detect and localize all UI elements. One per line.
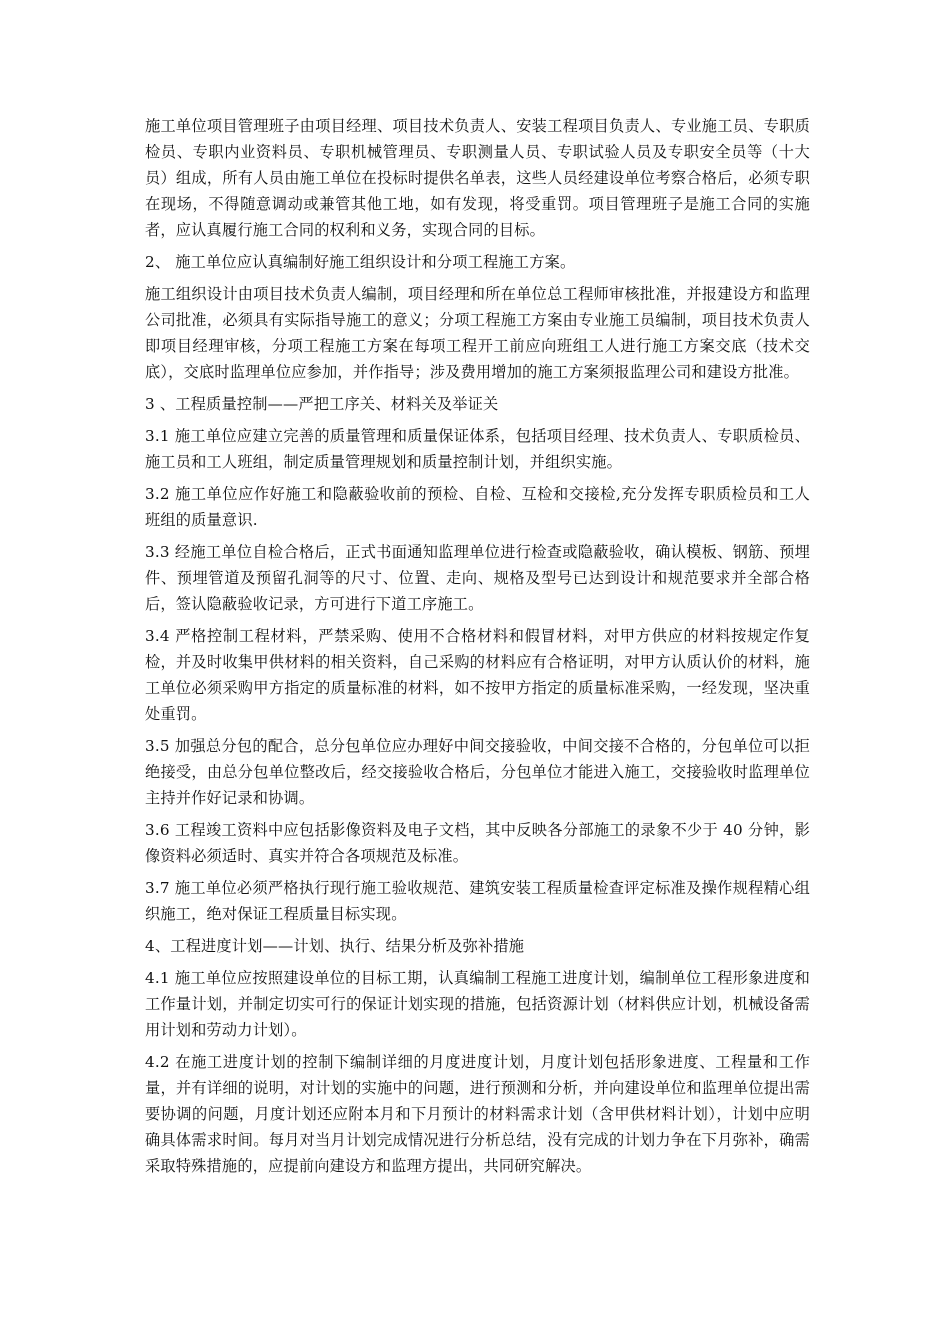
paragraph-3-6: 3.6 工程竣工资料中应包括影像资料及电子文档，其中反映各分部施工的录象不少于 40 分钟，影像资料必须适时、真实并符合各项规范及标准。 — [145, 821, 810, 865]
paragraph-3-2: 3.2 施工单位应作好施工和隐蔽验收前的预检、自检、互检和交接检,充分发挥专职质检员和工人班组的质量意识. — [145, 485, 810, 529]
document-page — [145, 113, 810, 1185]
section-heading-2: 2、 施工单位应认真编制好施工组织设计和分项工程施工方案。 — [145, 253, 576, 271]
paragraph-project-team: 施工单位项目管理班子由项目经理、项目技术负责人、安装工程项目负责人、专业施工员、专职质检员、专职内业资料员、专职机械管理员、专职测量人员、专职试验人员及专职安全员等（十大员）组成，所有人员由施工单位在投标时提供名单表，这些人员经建设单位考察合格后，必须专职在现场，不得随意调动或兼管其他工地，如有发现，将受重罚。项目管理班子是施工合同的实施者，应认真履行施工合同的权利和义务，实现合同的目标。 — [145, 117, 810, 239]
section-heading-4: 4、工程进度计划——计划、执行、结果分析及弥补措施 — [145, 937, 525, 955]
paragraph-3-7: 3.7 施工单位必须严格执行现行施工验收规范、建筑安装工程质量检查评定标准及操作规程精心组织施工，绝对保证工程质量目标实现。 — [145, 879, 810, 923]
paragraph-3-3: 3.3 经施工单位自检合格后，正式书面通知监理单位进行检查或隐蔽验收，确认模板、钢筋、预埋件、预埋管道及预留孔洞等的尺寸、位置、走向、规格及型号已达到设计和规范要求并全部合格后，签认隐蔽验收记录，方可进行下道工序施工。 — [145, 543, 810, 613]
paragraph-4-1: 4.1 施工单位应按照建设单位的目标工期，认真编制工程施工进度计划，编制单位工程形象进度和工作量计划，并制定切实可行的保证计划实现的措施，包括资源计划（材料供应计划，机械设备需用计划和劳动力计划）。 — [145, 969, 810, 1039]
paragraph-3-5: 3.5 加强总分包的配合，总分包单位应办理好中间交接验收，中间交接不合格的，分包单位可以拒绝接受，由总分包单位整改后，经交接验收合格后，分包单位才能进入施工，交接验收时监理单位主持并作好记录和协调。 — [145, 737, 810, 807]
paragraph-3-1: 3.1 施工单位应建立完善的质量管理和质量保证体系，包括项目经理、技术负责人、专职质检员、施工员和工人班组，制定质量管理规划和质量控制计划，并组织实施。 — [145, 427, 810, 471]
section-heading-3: 3 、工程质量控制——严把工序关、材料关及举证关 — [145, 395, 499, 413]
paragraph-construction-plan: 施工组织设计由项目技术负责人编制，项目经理和所在单位总工程师审核批准，并报建设方和监理公司批准，必须具有实际指导施工的意义；分项工程施工方案由专业施工员编制，项目技术负责人即项目经理审核，分项工程施工方案在每项工程开工前应向班组工人进行施工方案交底（技术交底），交底时监理单位应参加，并作指导；涉及费用增加的施工方案须报监理公司和建设方批准。 — [145, 285, 810, 381]
paragraph-3-4: 3.4 严格控制工程材料，严禁采购、使用不合格材料和假冒材料，对甲方供应的材料按规定作复检，并及时收集甲供材料的相关资料，自己采购的材料应有合格证明，对甲方认质认价的材料，施工单位必须采购甲方指定的质量标准的材料，如不按甲方指定的质量标准采购，一经发现，坚决重处重罚。 — [145, 627, 810, 723]
paragraph-4-2: 4.2 在施工进度计划的控制下编制详细的月度进度计划，月度计划包括形象进度、工程量和工作量，并有详细的说明，对计划的实施中的问题，进行预测和分析，并向建设单位和监理单位提出需要协调的问题，月度计划还应附本月和下月预计的材料需求计划（含甲供材料计划），计划中应明确具体需求时间。每月对当月计划完成情况进行分析总结，没有完成的计划力争在下月弥补，确需采取特殊措施的，应提前向建设方和监理方提出，共同研究解决。 — [145, 1053, 810, 1175]
